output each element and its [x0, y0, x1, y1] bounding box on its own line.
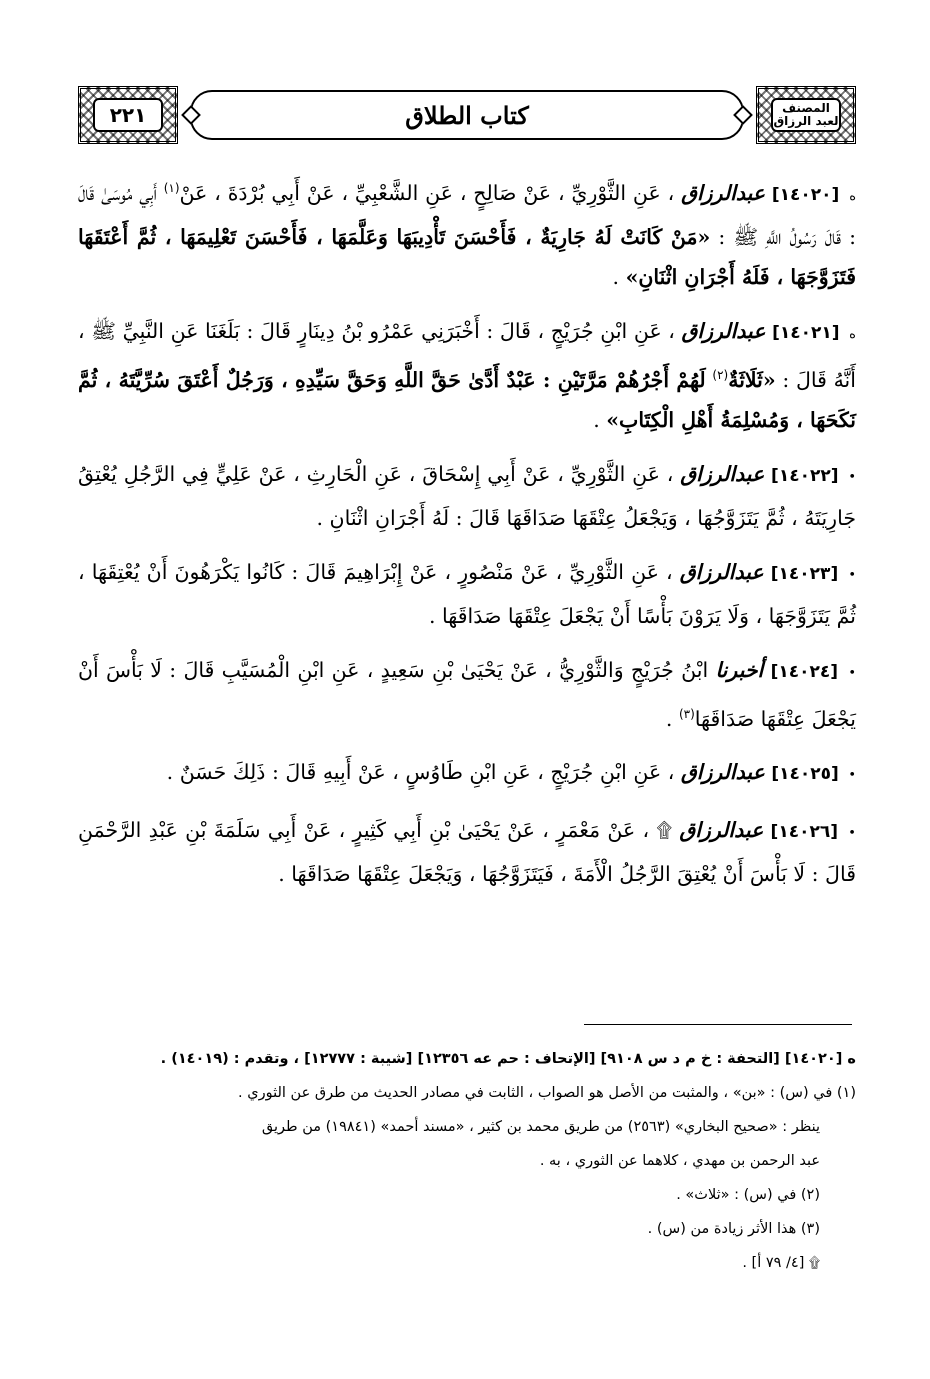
athar-14022 [78, 454, 856, 538]
hadith-number: [١٤٠٢١] [772, 322, 840, 343]
filled-circle-icon: • [848, 469, 856, 485]
period: . [665, 706, 679, 731]
hadith-number-value: ١٤٠٢٦ [778, 822, 831, 843]
hadith-number-value: ١٤٠٢٣ [778, 563, 831, 584]
page-number: ٢٢١ [93, 98, 163, 132]
filled-circle-icon: • [848, 826, 856, 842]
narrator-name: عبدالرزاق [680, 760, 765, 785]
footnote-ref: (٣) [678, 706, 695, 721]
hadith-number-value: ١٤٠٢٤ [778, 661, 831, 682]
hadith-number: [١٤٠٢٤] [770, 661, 839, 682]
period: . [593, 407, 607, 432]
hadith-matn: «ثَلَاثَةٌ [728, 367, 776, 392]
header-ornament-left [78, 86, 178, 144]
isnad-text: ، عَنِ الثَّوْرِيِّ ، عَنْ مَنْصُورٍ ، عَنْ إِبْرَاهِيمَ قَالَ : كَانُوا يَكْرَهُونَ أَنْ يُعْتِقَهَا ، ثُمَّ يَتَزَوَّجَهَا ، وَلَا يَرَوْنَ بَأْسًا أَنْ يَجْعَلَ عِتْقَهَا صَدَاقَهَا . [78, 559, 856, 628]
hadith-14021 [78, 311, 856, 440]
chapter-title: كتاب الطلاق [190, 90, 744, 140]
footnotes [78, 1042, 856, 1280]
hadith-number: [١٤٠٢٦] [770, 822, 838, 843]
narrator-name: عبدالرزاق [679, 559, 764, 584]
narrator-name: عبدالرزاق [680, 461, 765, 486]
folio-note: ۩ [٤/ ٧٩ أ] . [742, 1255, 820, 1271]
hadith-number-value: ١٤٠٢١ [779, 322, 832, 343]
footnote-1-continued: عبد الرحمن بن مهدي ، كلاهما عن الثوري ، به . [539, 1153, 820, 1169]
athar-14024 [78, 650, 856, 739]
hollow-circle-icon: ه [849, 188, 856, 204]
hadith-matn: «مَنْ كَانَتْ لَهُ جَارِيَةٌ ، فَأَحْسَنَ تَأْدِيبَهَا وَعَلَّمَهَا ، فَأَحْسَنَ تَعْلِيمَهَا ، ثُمَّ أَعْتَقَهَا فَتَزَوَّجَهَا ، فَلَهُ أَجْرَانِ اثْنَانِ» [78, 224, 856, 289]
isnad-text: ابْنُ جُرَيْجٍ وَالثَّوْرِيُّ ، عَنْ يَحْيَىٰ بْنِ سَعِيدٍ ، عَنِ ابْنِ الْمُسَيَّبِ قَالَ : لَا بَأْسَ أَنْ يَجْعَلَ عِتْقَهَا صَدَاقَهَا [78, 657, 856, 731]
isnad-text: ، عَنِ الثَّوْرِيِّ ، عَنْ أَبِي إِسْحَاقَ ، عَنِ الْحَارِثِ ، عَنْ عَلِيٍّ فِي الرَّجُلِ يُعْتِقُ جَارِيَتَهُ ، ثُمَّ يَتَزَوَّجُهَا ، وَيَجْعَلُ عِتْقَهَا صَدَاقَهَا قَالَ : لَهُ أَجْرَانِ اثْنَانِ . [78, 461, 856, 530]
main-text [78, 168, 856, 908]
footnote-2: (٢) في (س) : «ثلاث» . [676, 1187, 820, 1203]
hadith-number: [١٤٠٢٣] [770, 563, 839, 584]
hadith-number: [١٤٠٢٥] [771, 764, 839, 785]
hadith-number: [١٤٠٢٢] [771, 465, 839, 486]
period: . [612, 264, 626, 289]
folio-mark-icon: ۩ [656, 818, 673, 843]
footnote-3: (٣) هذا الأثر زيادة من (س) . [647, 1221, 820, 1237]
footnote-ref: (١) [163, 181, 180, 195]
athar-14023 [78, 552, 856, 636]
hadith-number-value: ١٤٠٢٥ [779, 764, 832, 785]
hadith-number-value: ١٤٠٢٠ [779, 184, 832, 205]
isnad-text: أَبِي مُوسَىٰ قَالَ : قَالَ رَسُولُ اللَّهِ ﷺ : [78, 180, 856, 249]
filled-circle-icon: • [848, 768, 856, 784]
hadith-number: [١٤٠٢٠] [771, 184, 840, 205]
athar-14025 [78, 752, 856, 796]
header-ornament-right [756, 86, 856, 144]
isnad-text: ، عَنِ ابْنِ جُرَيْجٍ ، قَالَ : أَخْبَرَنِي عَمْرُو بْنُ دِينَارٍ قَالَ : بَلَغَنَا عَنِ النَّبِيِّ ﷺ ، أَنَّهُ قَالَ : [78, 318, 856, 392]
isnad-text: ، عَنِ ابْنِ جُرَيْجٍ ، عَنِ ابْنِ طَاوُسٍ ، عَنْ أَبِيهِ قَالَ : ذَلِكَ حَسَنٌ . [166, 760, 675, 785]
filled-circle-icon: • [848, 665, 856, 681]
narrator-name: عبدالرزاق [679, 818, 764, 843]
isnad-text: ، عَنْ مَعْمَرٍ ، عَنْ يَحْيَىٰ بْنِ أَبِي كَثِيرٍ ، عَنْ أَبِي سَلَمَةَ بْنِ عَبْدِ الرَّحْمَنِ قَالَ : لَا بَأْسَ أَنْ يُعْتِقَ الرَّجُلُ الْأَمَةَ ، فَيَتَزَوَّجُهَا ، وَيَجْعَلَ عِتْقَهَا صَدَاقَهَا . [78, 818, 856, 887]
isnad-text: ، عَنِ الثَّوْرِيِّ ، عَنْ صَالِحٍ ، عَنِ الشَّعْبِيِّ ، عَنْ أَبِي بُرْدَةَ ، عَنْ [179, 180, 675, 205]
takhrij-note: ه [١٤٠٢٠] [التحفة : خ م د س ٩١٠٨] [الإتحاف : حم عه ١٢٣٥٦] [شيبة : ١٢٧٧٧] ، وتقدم : (١٤٠١٩) . [160, 1051, 856, 1067]
hadith-number-value: ١٤٠٢٢ [778, 465, 831, 486]
narrator-name: عبدالرزاق [681, 318, 766, 343]
page-header [78, 86, 856, 144]
footnote-1: (١) في (س) : «بن» ، والمثبت من الأصل هو الصواب ، الثابت في مصادر الحديث من طرق عن الثوري . [238, 1085, 856, 1101]
book-badge: المصنف لعبد الرزاق [771, 98, 841, 132]
footnote-1-continued: ينظر : «صحيح البخاري» (٢٥٦٣) من طريق محمد بن كثير ، «مسند أحمد» (١٩٨٤١) من طريق [261, 1119, 820, 1135]
hollow-circle-icon: ه [849, 326, 856, 342]
hadith-matn: لَهُمْ أَجْرُهُمْ مَرَّتَيْنِ : عَبْدٌ أَدَّىٰ حَقَّ اللَّهِ وَحَقَّ سَيِّدِهِ ، وَرَجُلٌ أَعْتَقَ سُرِّيَّتَهُ ، ثُمَّ نَكَحَهَا ، وَمُسْلِمَةُ أَهْلِ الْكِتَابِ» [78, 367, 856, 432]
narrator-name: عبدالرزاق [681, 180, 766, 205]
footnote-divider [584, 1024, 852, 1025]
narrator-name: أخبرنا [715, 657, 764, 682]
hadith-14020 [78, 168, 856, 297]
footnote-ref: (٢) [712, 367, 729, 382]
athar-14026 [78, 810, 856, 894]
filled-circle-icon: • [848, 567, 856, 583]
